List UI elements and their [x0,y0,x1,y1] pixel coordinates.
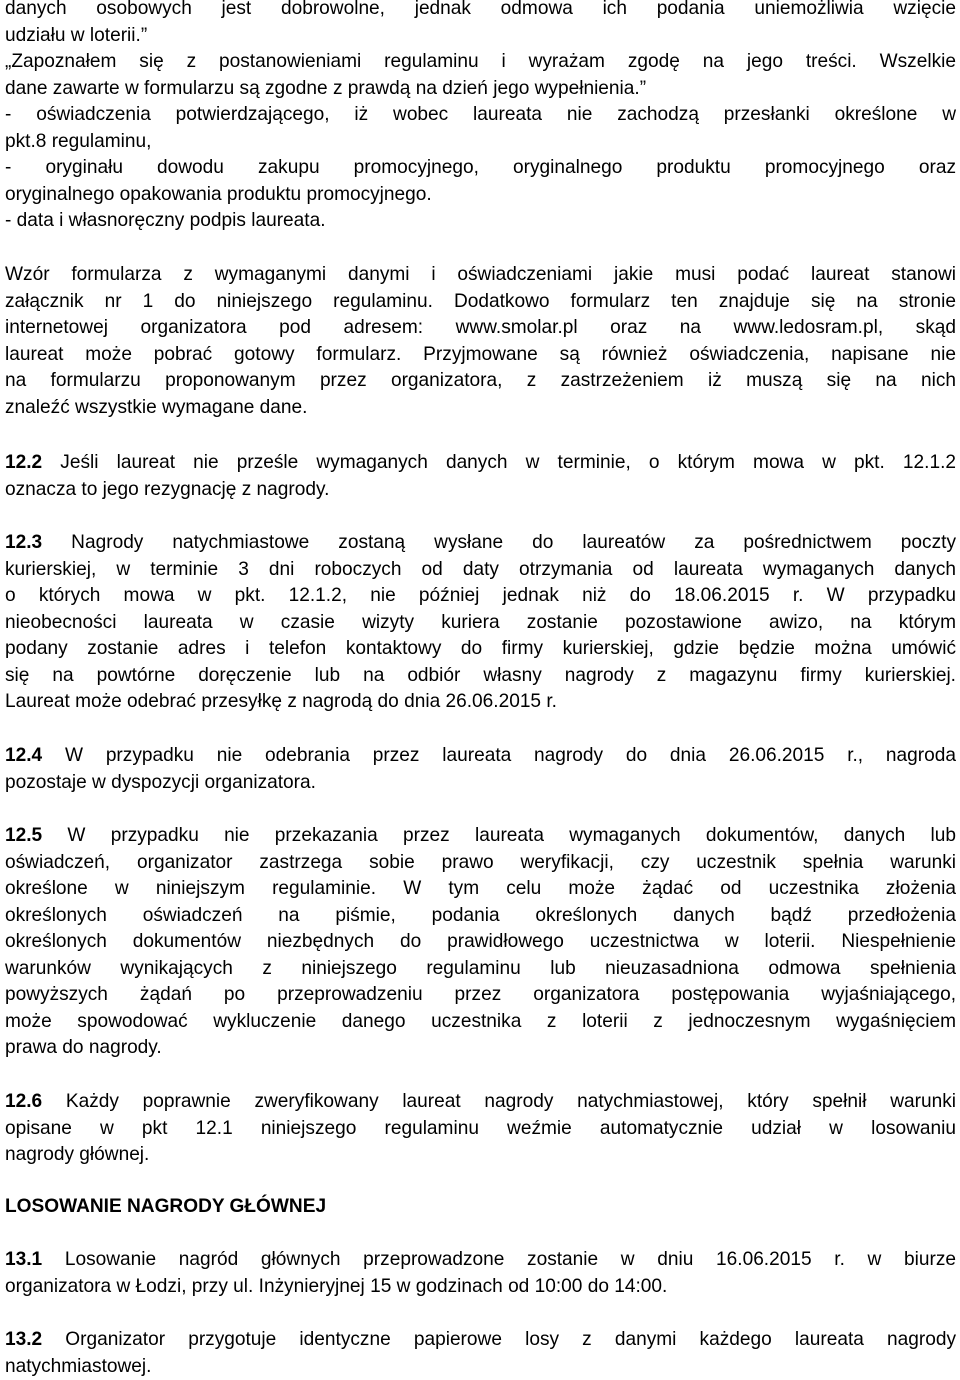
section-number: 13.1 [5,1249,42,1270]
text-line: może spowodować wykluczenie danego uczestnika z loterii z jednoczesnym wygaśnięciem [5,1009,956,1036]
text-line [5,1327,956,1354]
section-number: 12.4 [5,745,42,766]
text-line: się na powtórne doręczenie lub na odbiór własny nagrody z magazynu firmy kurierskiej. [5,663,956,690]
text-line [5,1247,956,1274]
section-heading [5,1194,956,1221]
section-text: W przypadku nie odebrania przez laureata nagrody do dnia 26.06.2015 r., nagroda [42,745,956,766]
text-line [5,450,956,477]
text-line: natychmiastowej. [5,1354,956,1380]
text-line: oświadczeń, organizator zastrzega sobie prawo weryfikacji, czy uczestnik spełnia warunki [5,850,956,877]
text-line: oryginalnego opakowania produktu promocyjnego. [5,182,956,209]
section-number: 13.2 [5,1329,42,1350]
text-line: znaleźć wszystkie wymagane dane. [5,395,956,422]
text-line: nieobecności laureata w czasie wizyty kuriera zostanie pozostawione awizo, na którym [5,610,956,637]
section-12-4 [5,743,956,796]
section-13-1 [5,1247,956,1300]
section-12-6 [5,1089,956,1169]
text-line: organizatora w Łodzi, przy ul. Inżynieryjnej 15 w godzinach od 10:00 do 14:00. [5,1274,956,1301]
text-line: określonych oświadczeń na piśmie, podania określonych danych bądź przedłożenia [5,903,956,930]
text-line: „Zapoznałem się z postanowieniami regulaminu i wyrażam zgodę na jego treści. Wszelkie [5,49,956,76]
text-line [5,530,956,557]
text-line: laureat może pobrać gotowy formularz. Przyjmowane są również oświadczenia, napisane nie [5,342,956,369]
text-line [5,823,956,850]
text-line: prawa do nagrody. [5,1035,956,1062]
form-requirements-continuation [5,0,956,235]
text-line: opisane w pkt 12.1 niniejszego regulaminu weźmie automatycznie udział w losowaniu [5,1116,956,1143]
section-text: Losowanie nagród głównych przeprowadzone zostanie w dniu 16.06.2015 r. w biurze [42,1249,956,1270]
text-line: powyższych żądań po przeprowadzeniu przez organizatora postępowania wyjaśniającego, [5,982,956,1009]
section-number: 12.5 [5,825,42,846]
text-line: oznacza to jego rezygnację z nagrody. [5,477,956,504]
section-text: W przypadku nie przekazania przez laureata wymaganych dokumentów, danych lub [42,825,956,846]
section-13-2 [5,1327,956,1380]
section-text: Jeśli laureat nie prześle wymaganych danych w terminie, o którym mowa w pkt. 12.1.2 [42,452,956,473]
section-text: Organizator przygotuje identyczne papierowe losy z danymi każdego laureata nagrody [42,1329,956,1350]
text-line: - oświadczenia potwierdzającego, iż wobec laureata nie zachodzą przesłanki określone w [5,102,956,129]
text-line: kurierskiej, w terminie 3 dni roboczych od daty otrzymania od laureata wymaganych danych [5,557,956,584]
text-line: podany zostanie adres i telefon kontaktowy do firmy kurierskiej, gdzie będzie można umówić [5,636,956,663]
section-text: Nagrody natychmiastowe zostaną wysłane do laureatów za pośrednictwem poczty [42,532,956,553]
text-line: Wzór formularza z wymaganymi danymi i oświadczeniami jakie musi podać laureat stanowi [5,262,956,289]
text-line: określonych dokumentów niezbędnych do prawidłowego uczestnictwa w loterii. Niespełnienie [5,929,956,956]
text-line: nagrody głównej. [5,1142,956,1169]
text-line [5,743,956,770]
form-template-paragraph [5,262,956,421]
heading-text: LOSOWANIE NAGRODY GŁÓWNEJ [5,1194,956,1221]
text-line: - data i własnoręczny podpis laureata. [5,208,956,235]
text-line: załącznik nr 1 do niniejszego regulaminu. Dodatkowo formularz ten znajduje się na stronie [5,289,956,316]
text-line [5,1089,956,1116]
text-line: pkt.8 regulaminu, [5,129,956,156]
text-line: - oryginału dowodu zakupu promocyjnego, oryginalnego produktu promocyjnego oraz [5,155,956,182]
text-line: dane zawarte w formularzu są zgodne z prawdą na dzień jego wypełnienia.” [5,76,956,103]
text-line: internetowej organizatora pod adresem: www.smolar.pl oraz na www.ledosram.pl, skąd [5,315,956,342]
text-line: określone w niniejszym regulaminie. W tym celu może żądać od uczestnika złożenia [5,876,956,903]
section-number: 12.6 [5,1091,42,1112]
section-number: 12.3 [5,532,42,553]
section-12-3 [5,530,956,716]
text-line: udziału w loterii.” [5,23,956,50]
text-line: pozostaje w dyspozycji organizatora. [5,770,956,797]
section-12-2 [5,450,956,503]
text-line: danych osobowych jest dobrowolne, jednak odmowa ich podania uniemożliwia wzięcie [5,0,956,23]
text-line: na formularzu proponowanym przez organizatora, z zastrzeżeniem iż muszą się na nich [5,368,956,395]
section-text: Każdy poprawnie zweryfikowany laureat nagrody natychmiastowej, który spełnił warunki [42,1091,956,1112]
text-line: warunków wynikających z niniejszego regulaminu lub nieuzasadniona odmowa spełnienia [5,956,956,983]
text-line: o których mowa w pkt. 12.1.2, nie później jednak niż do 18.06.2015 r. W przypadku [5,583,956,610]
section-12-5 [5,823,956,1062]
text-line: Laureat może odebrać przesyłkę z nagrodą do dnia 26.06.2015 r. [5,689,956,716]
section-number: 12.2 [5,452,42,473]
